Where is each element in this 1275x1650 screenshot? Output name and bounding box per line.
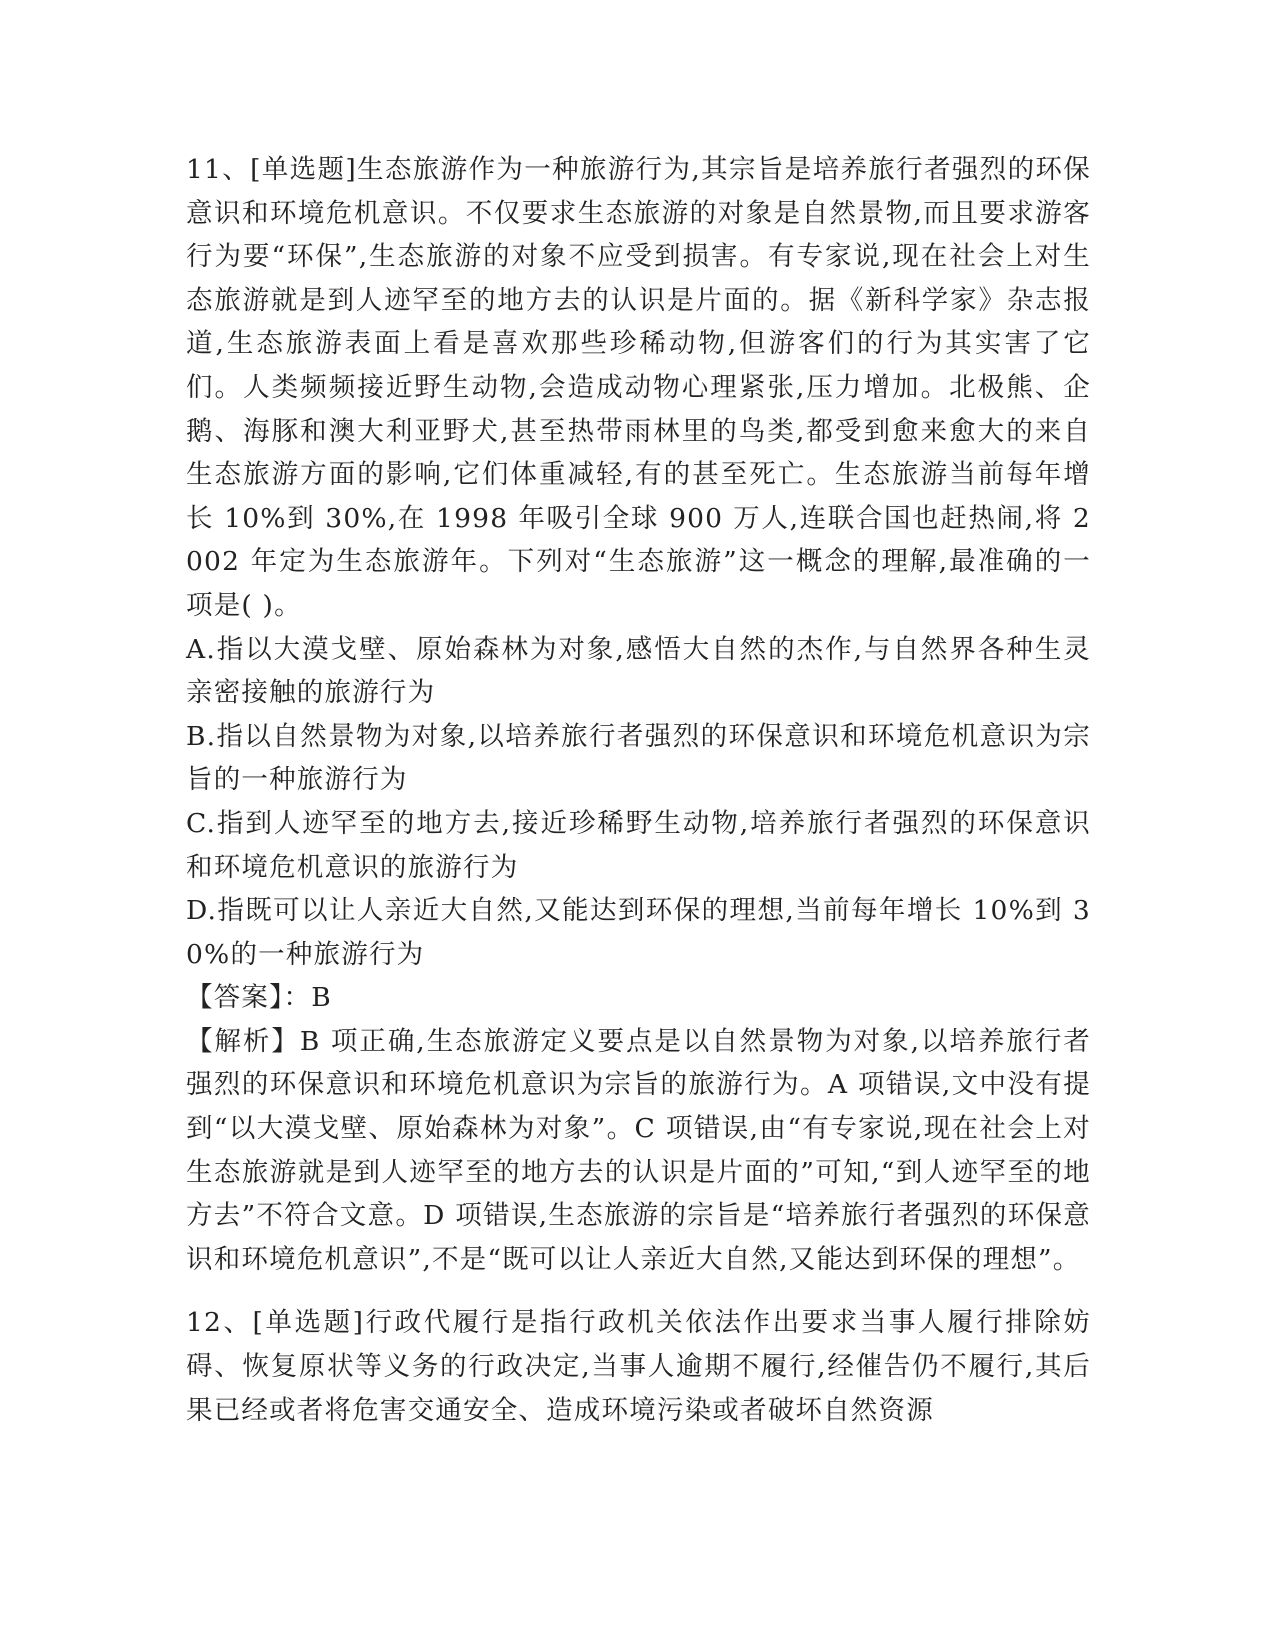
option-c: C.指到人迹罕至的地方去,接近珍稀野生动物,培养旅行者强烈的环保意识和环境危机意识的旅游行为 bbox=[186, 807, 1091, 883]
option-b: B.指以自然景物为对象,以培养旅行者强烈的环保意识和环境危机意识为宗旨的一种旅游行为 bbox=[186, 720, 1091, 796]
document-page bbox=[186, 148, 1091, 1432]
option-a: A.指以大漠戈壁、原始森林为对象,感悟大自然的杰作,与自然界各种生灵亲密接触的旅游行为 bbox=[186, 633, 1091, 709]
question-stem: 11、[单选题]生态旅游作为一种旅游行为,其宗旨是培养旅行者强烈的环保意识和环境危机意识。不仅要求生态旅游的对象是自然景物,而且要求游客行为要“环保”,生态旅游的对象不应受到损害。有专家说,现在社会上对生态旅游就是到人迹罕至的地方去的认识是片面的。据《新科学家》杂志报道,生态旅游表面上看是喜欢那些珍稀动物,但游客们的行为其实害了它们。人类频频接近野生动物,会造成动物心理紧张,压力增加。北极熊、企鹅、海豚和澳大利亚野犬,甚至热带雨林里的鸟类,都受到愈来愈大的来自生态旅游方面的影响,它们体重减轻,有的甚至死亡。生态旅游当前每年增长 10%到 30%,在 1998 年吸引全球 900 万人,连联合国也赶热闹,将 2002 年定为生态旅游年。下列对“生态旅游”这一概念的理解,最准确的一项是( )。 bbox=[186, 154, 1091, 621]
answer: 【答案】：B bbox=[186, 982, 332, 1014]
analysis: 【解析】B 项正确,生态旅游定义要点是以自然景物为对象,以培养旅行者强烈的环保意识和环境危机意识为宗旨的旅游行为。A 项错误,文中没有提到“以大漠戈壁、原始森林为对象”。C 项错误,由“有专家说,现在社会上对生态旅游就是到人迹罕至的地方去的认识是片面的”可知,“到人迹罕至的地方去”不符合文意。D 项错误,生态旅游的宗旨是“培养旅行者强烈的环保意识和环境危机意识”,不是“既可以让人亲近大自然,又能达到环保的理想”。 bbox=[186, 1025, 1091, 1275]
question-12 bbox=[186, 1301, 1091, 1432]
question-11 bbox=[186, 148, 1091, 1281]
question-gap bbox=[186, 1281, 1091, 1301]
question-stem: 12、[单选题]行政代履行是指行政机关依法作出要求当事人履行排除妨碍、恢复原状等义务的行政决定,当事人逾期不履行,经催告仍不履行,其后果已经或者将危害交通安全、造成环境污染或者破坏自然资源 bbox=[186, 1307, 1091, 1426]
option-d: D.指既可以让人亲近大自然,又能达到环保的理想,当前每年增长 10%到 30%的一种旅游行为 bbox=[186, 895, 1091, 970]
